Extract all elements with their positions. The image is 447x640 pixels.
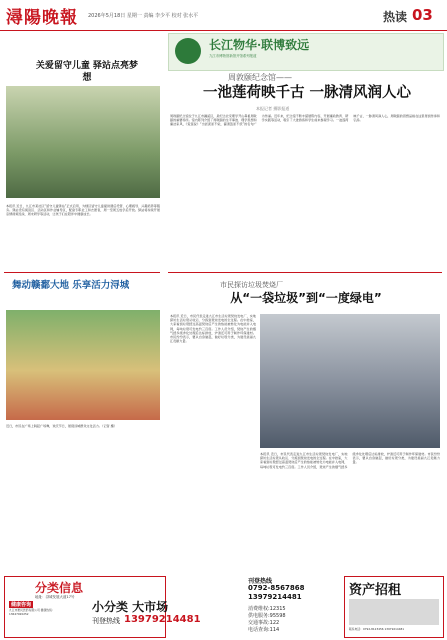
second-story-kicker: 市民探访垃圾焚烧厂 — [220, 281, 283, 289]
asset-rental-image — [349, 599, 439, 625]
left-story-2-caption: 近日，市民在广场上跳起广场舞，欢庆节日，展现浔城群众文化活力。（记者 摄） — [6, 424, 117, 428]
left-story-1-headline: 关爱留守儿童 驿站点亮梦想 — [35, 61, 139, 83]
banner-subtitle: 九江市博物馆新馆开馆系列报道 — [209, 54, 257, 58]
classified-hotline-label: 刊登热线 — [92, 617, 120, 625]
second-story-headline: 从“一袋垃圾”到“一度绿电” — [230, 291, 382, 305]
left-story-1-photo — [6, 86, 160, 198]
mid-phone-2: 13979214481 — [248, 593, 302, 601]
banner-title: 长江物华·联博致远 — [209, 38, 310, 52]
dateline: 2026年5月18日 星期一 责编 李少平 校对 张水平 — [88, 13, 199, 19]
left-story-2-headline: 舞动赣鄱大地 乐享活力浔城 — [12, 280, 130, 291]
mid-line-4: 电话查询:114 — [248, 627, 280, 633]
main-story-headline: 一池莲荷映千古 一脉清风润人心 — [202, 84, 412, 101]
main-story-kicker: 周敦颐纪念馆—— — [228, 73, 292, 82]
health-consult-body: 九江市惠民医药有限公司 健康热线：13647920252 — [9, 608, 55, 616]
classified-right-panel — [344, 576, 444, 638]
classified-big-title: 小分类 大市场 — [92, 600, 169, 614]
section-label: 热读 — [383, 10, 408, 24]
asset-rental-title: 资产招租 — [349, 583, 402, 598]
second-story-body-left: 本报讯 近日，市民代表走进九江市生活垃圾焚烧发电厂，实地探访生活垃圾从收运、分拣到焚烧发电的全过程。在中控室，大家看到垃圾经过高温焚烧后产生的热能被转化为电能并入电网，每吨垃圾可发电约三百度。工作人员介绍，焚烧产生的烟气经多级净化处理后达标排放，炉渣还可用于制作环保建材。市民纷纷表示，要从自身做起，做好垃圾分类，为建设美丽九江贡献力量。 — [170, 314, 256, 344]
main-story-body: 周敦颐纪念馆位于九江市濂溪区，是纪念北宋理学开山鼻祖周敦颐的重要场所。馆内陈列介绍了周敦颐的生平事迹、理学思想和廉洁家风，《爱莲说》“出淤泥而不染，濯清涟而不妖”的名句广为传诵。近年来，纪念馆不断丰富展陈内容，开展廉政教育、研学实践等活动，吸引了大批游客和学生前来参观学习。一池莲荷映千古，一脉清风润人心，周敦颐的思想品格在这里得到传承和弘扬。 — [170, 114, 440, 127]
second-story — [168, 272, 444, 572]
asset-rental-contact: 联系电话：0792-8123456 13979214481 — [349, 627, 405, 631]
health-consult-title: 健康咨询 — [11, 602, 32, 608]
mid-line-2: 供电服务:95598 — [248, 613, 286, 619]
left-story-2 — [4, 272, 164, 572]
main-story — [168, 72, 444, 270]
second-story-body-right: 本报讯 近日，市民代表走进九江市生活垃圾焚烧发电厂，实地探访生活垃圾从收运、分拣到焚烧发电的全过程。在中控室，大家看到垃圾经过高温焚烧后产生的热能被转化为电能并入电网，每吨垃圾可发电约三百度。工作人员介绍，焚烧产生的烟气经多级净化处理后达标排放，炉渣还可用于制作环保建材。市民纷纷表示，要从自身做起，做好垃圾分类，为建设美丽九江贡献力量。 — [260, 452, 440, 469]
series-banner — [168, 33, 444, 71]
second-story-photo — [260, 314, 440, 448]
classified-title: 分类信息 — [35, 581, 84, 595]
masthead-title: 潯陽晚報 — [6, 8, 78, 28]
mid-line-1: 消费维权:12315 — [248, 606, 286, 612]
mid-phone-1: 0792-8567868 — [248, 584, 305, 592]
left-divider — [4, 272, 160, 273]
classified-mid-panel — [248, 576, 338, 636]
left-story-2-photo — [6, 310, 160, 420]
classified-hotline: 13979214481 — [124, 614, 201, 625]
left-story-1-body: 本报讯 近日，九江市某社区“留守儿童驿站”正式启用，为辖区留守儿童提供课后托管、心理疏导、兴趣培养等服务。驿站设有阅读区、活动区和作业辅导区，配备专职社工和志愿者，周一至周五放学后开放。驿站将持续开展亲情视频连线、周末研学等活动，让孩子们在陪伴中健康成长。 — [6, 204, 160, 217]
page-number: 03 — [412, 6, 433, 24]
second-story-divider — [168, 272, 442, 273]
left-story-1 — [4, 36, 164, 272]
main-story-byline: 本报记者 摄影报道 — [256, 106, 290, 111]
mid-line-3: 交通事故:122 — [248, 620, 280, 626]
mid-panel-title: 刊登热线 — [248, 578, 273, 585]
museum-logo-icon — [175, 38, 201, 64]
classified-address: 地址：浔城发展大道17号 — [35, 595, 75, 599]
